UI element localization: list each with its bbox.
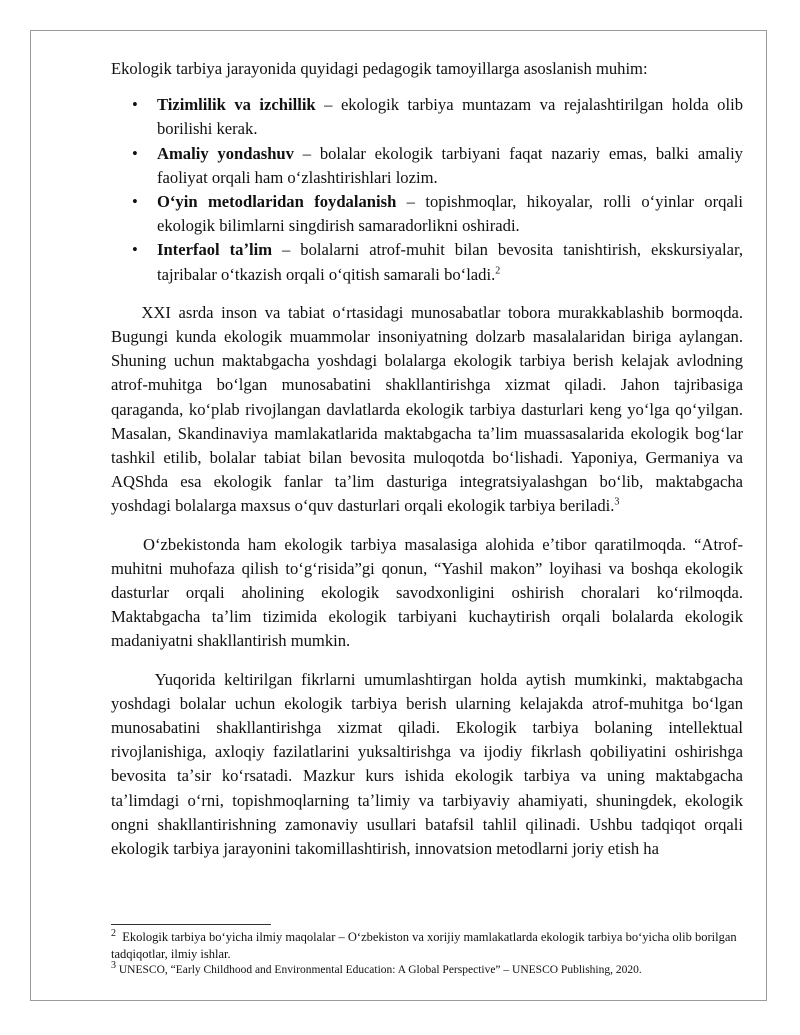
bullet-icon: •	[132, 143, 138, 163]
principle-text: – ekologik tarbiya muntazam va rejalashtirilgan holda olib borilishi kerak.	[157, 95, 743, 139]
principle-term: Interfaol taʼlim	[157, 240, 273, 260]
footnote-ref[interactable]: 2	[495, 265, 501, 277]
document-page	[30, 30, 767, 1001]
footnote-mark: 3	[111, 960, 116, 972]
page-body	[111, 57, 743, 875]
footnote-mark: 2	[111, 927, 116, 939]
principle-term: Amaliy yondashuv	[157, 143, 294, 163]
bullet-icon: •	[132, 240, 138, 260]
paragraph-uzbekistan	[111, 533, 743, 654]
paragraph-world-experience	[111, 301, 743, 519]
principle-text: – bolalar ekologik tarbiyani faqat nazariy emas, balki amaliy faoliyat orqali ham oʻzlashtirishlari lozim.	[157, 143, 743, 187]
bullet-icon: •	[132, 192, 138, 212]
list-item	[111, 190, 743, 238]
principle-term: Oʻyin metodlaridan foydalanish	[157, 192, 397, 212]
bullet-icon: •	[132, 95, 138, 115]
list-item	[111, 238, 743, 286]
principles-list	[111, 93, 743, 287]
footnote-ref[interactable]: 3	[614, 496, 620, 508]
list-item	[111, 93, 743, 141]
paragraph-conclusion	[111, 668, 743, 862]
paragraph-text: Oʻzbekistonda ham ekologik tarbiya masalasiga alohida eʼtibor qaratilmoqda. “Atrof-muhitni muhofaza qilish toʻgʻrisida”gi qonun, “Yashil makon” loyihasi va boshqa ekologik dasturlar orqali aholining ekologik savodxonligini oshirish choralari koʻrilmoqda. Maktabgacha taʼlim tizimida ekologik tarbiyani kuchaytirish orqali bolalarda ekologik madaniyatni shakllantirish mumkin.	[111, 534, 743, 651]
paragraph-text: Yuqorida keltirilgan fikrlarni umumlashtirgan holda aytish mumkinki, maktabgacha yoshdagi bolalar uchun ekologik tarbiya berish ularning kelajakda atrof-muhitga boʻlgan munosabatini shakllantirishga xizmat qiladi. Ekologik tarbiya bolaning intellektual rivojlanishiga, axloqiy fazilatlarini yuksaltirishga va ijodiy fikrlash qobiliyatini oshirishga bevosita taʼsir koʻrsatadi. Mazkur kurs ishida ekologik tarbiya va uning maktabgacha taʼlimdagi oʻrni, topishmoqlarning taʼlimiy va tarbiyaviy ahamiyati, shuningdek, ekologik ongni shakllantirishning zamonaviy usullari batafsil tahlil qilinadi. Ushbu tadqiqot orqali ekologik tarbiya jarayonini takomillashtirish, innovatsion metodlarni joriy etish ha	[111, 669, 743, 859]
footnotes	[111, 929, 751, 978]
principle-text: – topishmoqlar, hikoyalar, rolli oʻyinlar orqali ekologik bilimlarni singdirish samaradorlikni oshiradi.	[157, 192, 743, 236]
footnote-text: UNESCO, “Early Childhood and Environmental Education: A Global Perspective” – UNESCO Publishing, 2020.	[116, 964, 642, 976]
list-item	[111, 142, 743, 190]
footnote-2	[111, 929, 751, 963]
principle-text: – bolalarni atrof-muhit bilan bevosita tanishtirish, ekskursiyalar, tajribalar oʻtkazish orqali oʻqitish samarali boʻladi.	[157, 240, 744, 284]
principle-term: Tizimlilik va izchillik	[157, 95, 316, 115]
paragraph-text: XXI asrda inson va tabiat oʻrtasidagi munosabatlar tobora murakkablashib bormoqda. Bugungi kunda ekologik muammolar insoniyatning dolzarb masalalaridan biriga aylangan. Shuning uchun maktabgacha yoshdagi bolalarga ekologik tarbiya berish kelajak avlodning atrof-muhitga boʻlgan munosabatini shakllantirishga xizmat qiladi. Jahon tajribasiga qaraganda, koʻplab rivojlangan davlatlarda ekologik tarbiya dasturlari keng yoʻlga qoʻyilgan. Masalan, Skandinaviya mamlakatlarida maktabgacha taʼlim muassasalarida ekologik bogʻlar tashkil etilib, bolalar tabiat bilan bevosita muloqotda boʻlishadi. Yaponiya, Germaniya va AQShda esa ekologik fanlar taʼlim dasturiga integratsiyalashgan boʻlib, maktabgacha yoshdagi bolalarga maxsus oʻquv dasturlari orqali ekologik tarbiya beriladi.	[111, 302, 743, 516]
intro-text: Ekologik tarbiya jarayonida quyidagi pedagogik tamoyillarga asoslanish muhim:	[111, 59, 648, 78]
footnote-3	[111, 960, 751, 978]
footnote-text: Ekologik tarbiya boʻyicha ilmiy maqolalar – Oʻzbekiston va xorijiy mamlakatlarda ekologik tarbiya boʻyicha olib borilgan tadqiqotlar, ilmiy ishlar.	[111, 930, 737, 961]
footnote-separator	[111, 924, 271, 925]
